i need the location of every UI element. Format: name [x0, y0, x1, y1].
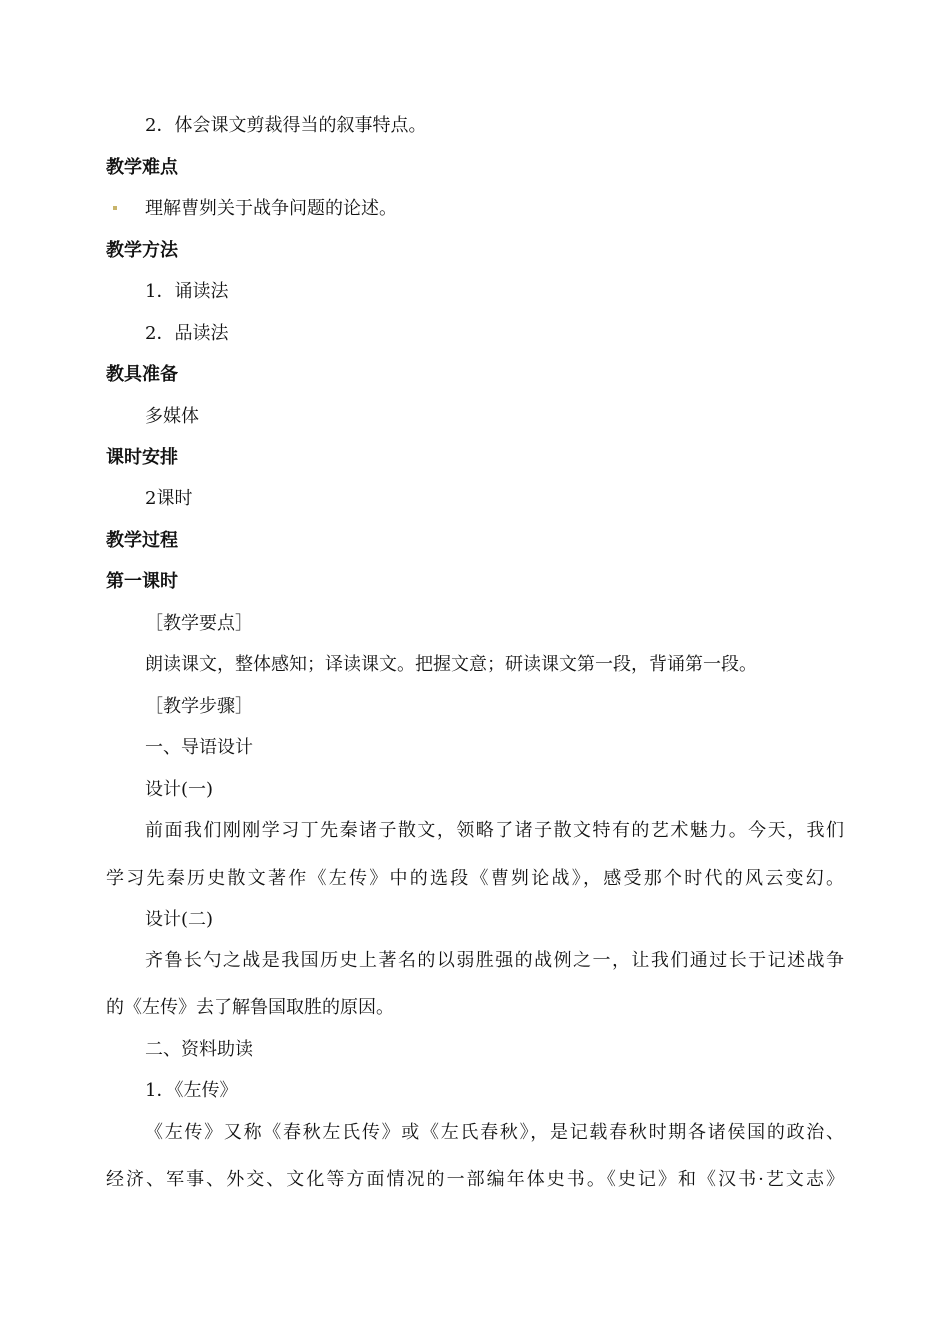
heading-teaching-aids: 教具准备 — [106, 364, 178, 385]
schedule-text: 2课时 — [145, 488, 193, 509]
teaching-points-text: 朗读课文，整体感知；译读课文。把握文意；研读课文第一段，背诵第一段。 — [145, 654, 757, 675]
design-1-paragraph-line-1: 前面我们刚刚学习丁先秦诸子散文，领略了诸子散文特有的艺术魅力。今天，我们 — [145, 820, 844, 841]
heading-teaching-process: 教学过程 — [106, 530, 178, 551]
heading-first-lesson: 第一课时 — [106, 571, 178, 592]
label-teaching-steps: ［教学步骤］ — [145, 696, 253, 717]
heading-schedule: 课时安排 — [106, 447, 178, 468]
teaching-aids-text: 多媒体 — [145, 406, 199, 427]
design-1-label: 设计(一) — [145, 779, 214, 800]
design-2-paragraph-line-2: 的《左传》去了解鲁国取胜的原因。 — [106, 997, 394, 1018]
label-teaching-points: ［教学要点］ — [145, 613, 253, 634]
method-item-1: 1．诵读法 — [145, 281, 229, 302]
step-1-heading: 一、导语设计 — [145, 737, 253, 758]
heading-teaching-method: 教学方法 — [106, 240, 178, 261]
difficulty-text: 理解曹刿关于战争问题的论述。 — [145, 198, 397, 219]
zuozhuan-paragraph-line-1: 《左传》又称《春秋左氏传》或《左氏春秋》，是记载春秋时期各诸侯国的政治、 — [145, 1122, 844, 1143]
design-1-paragraph-line-2: 学习先秦历史散文著作《左传》中的选段《曹刿论战》，感受那个时代的风云变幻。 — [106, 868, 844, 889]
step-2-heading: 二、资料助读 — [145, 1039, 253, 1060]
design-2-label: 设计(二) — [145, 909, 214, 930]
design-2-paragraph-line-1: 齐鲁长勺之战是我国历史上著名的以弱胜强的战例之一，让我们通过长于记述战争 — [145, 950, 844, 971]
heading-teaching-difficulty: 教学难点 — [106, 157, 178, 178]
objective-item-2: 2．体会课文剪裁得当的叙事特点。 — [145, 115, 427, 136]
resource-item-1-title: 1．《左传》 — [145, 1080, 238, 1101]
zuozhuan-paragraph-line-2: 经济、军事、外交、文化等方面情况的一部编年体史书。《史记》和《汉书·艺文志》 — [106, 1169, 844, 1190]
method-item-2: 2．品读法 — [145, 323, 229, 344]
